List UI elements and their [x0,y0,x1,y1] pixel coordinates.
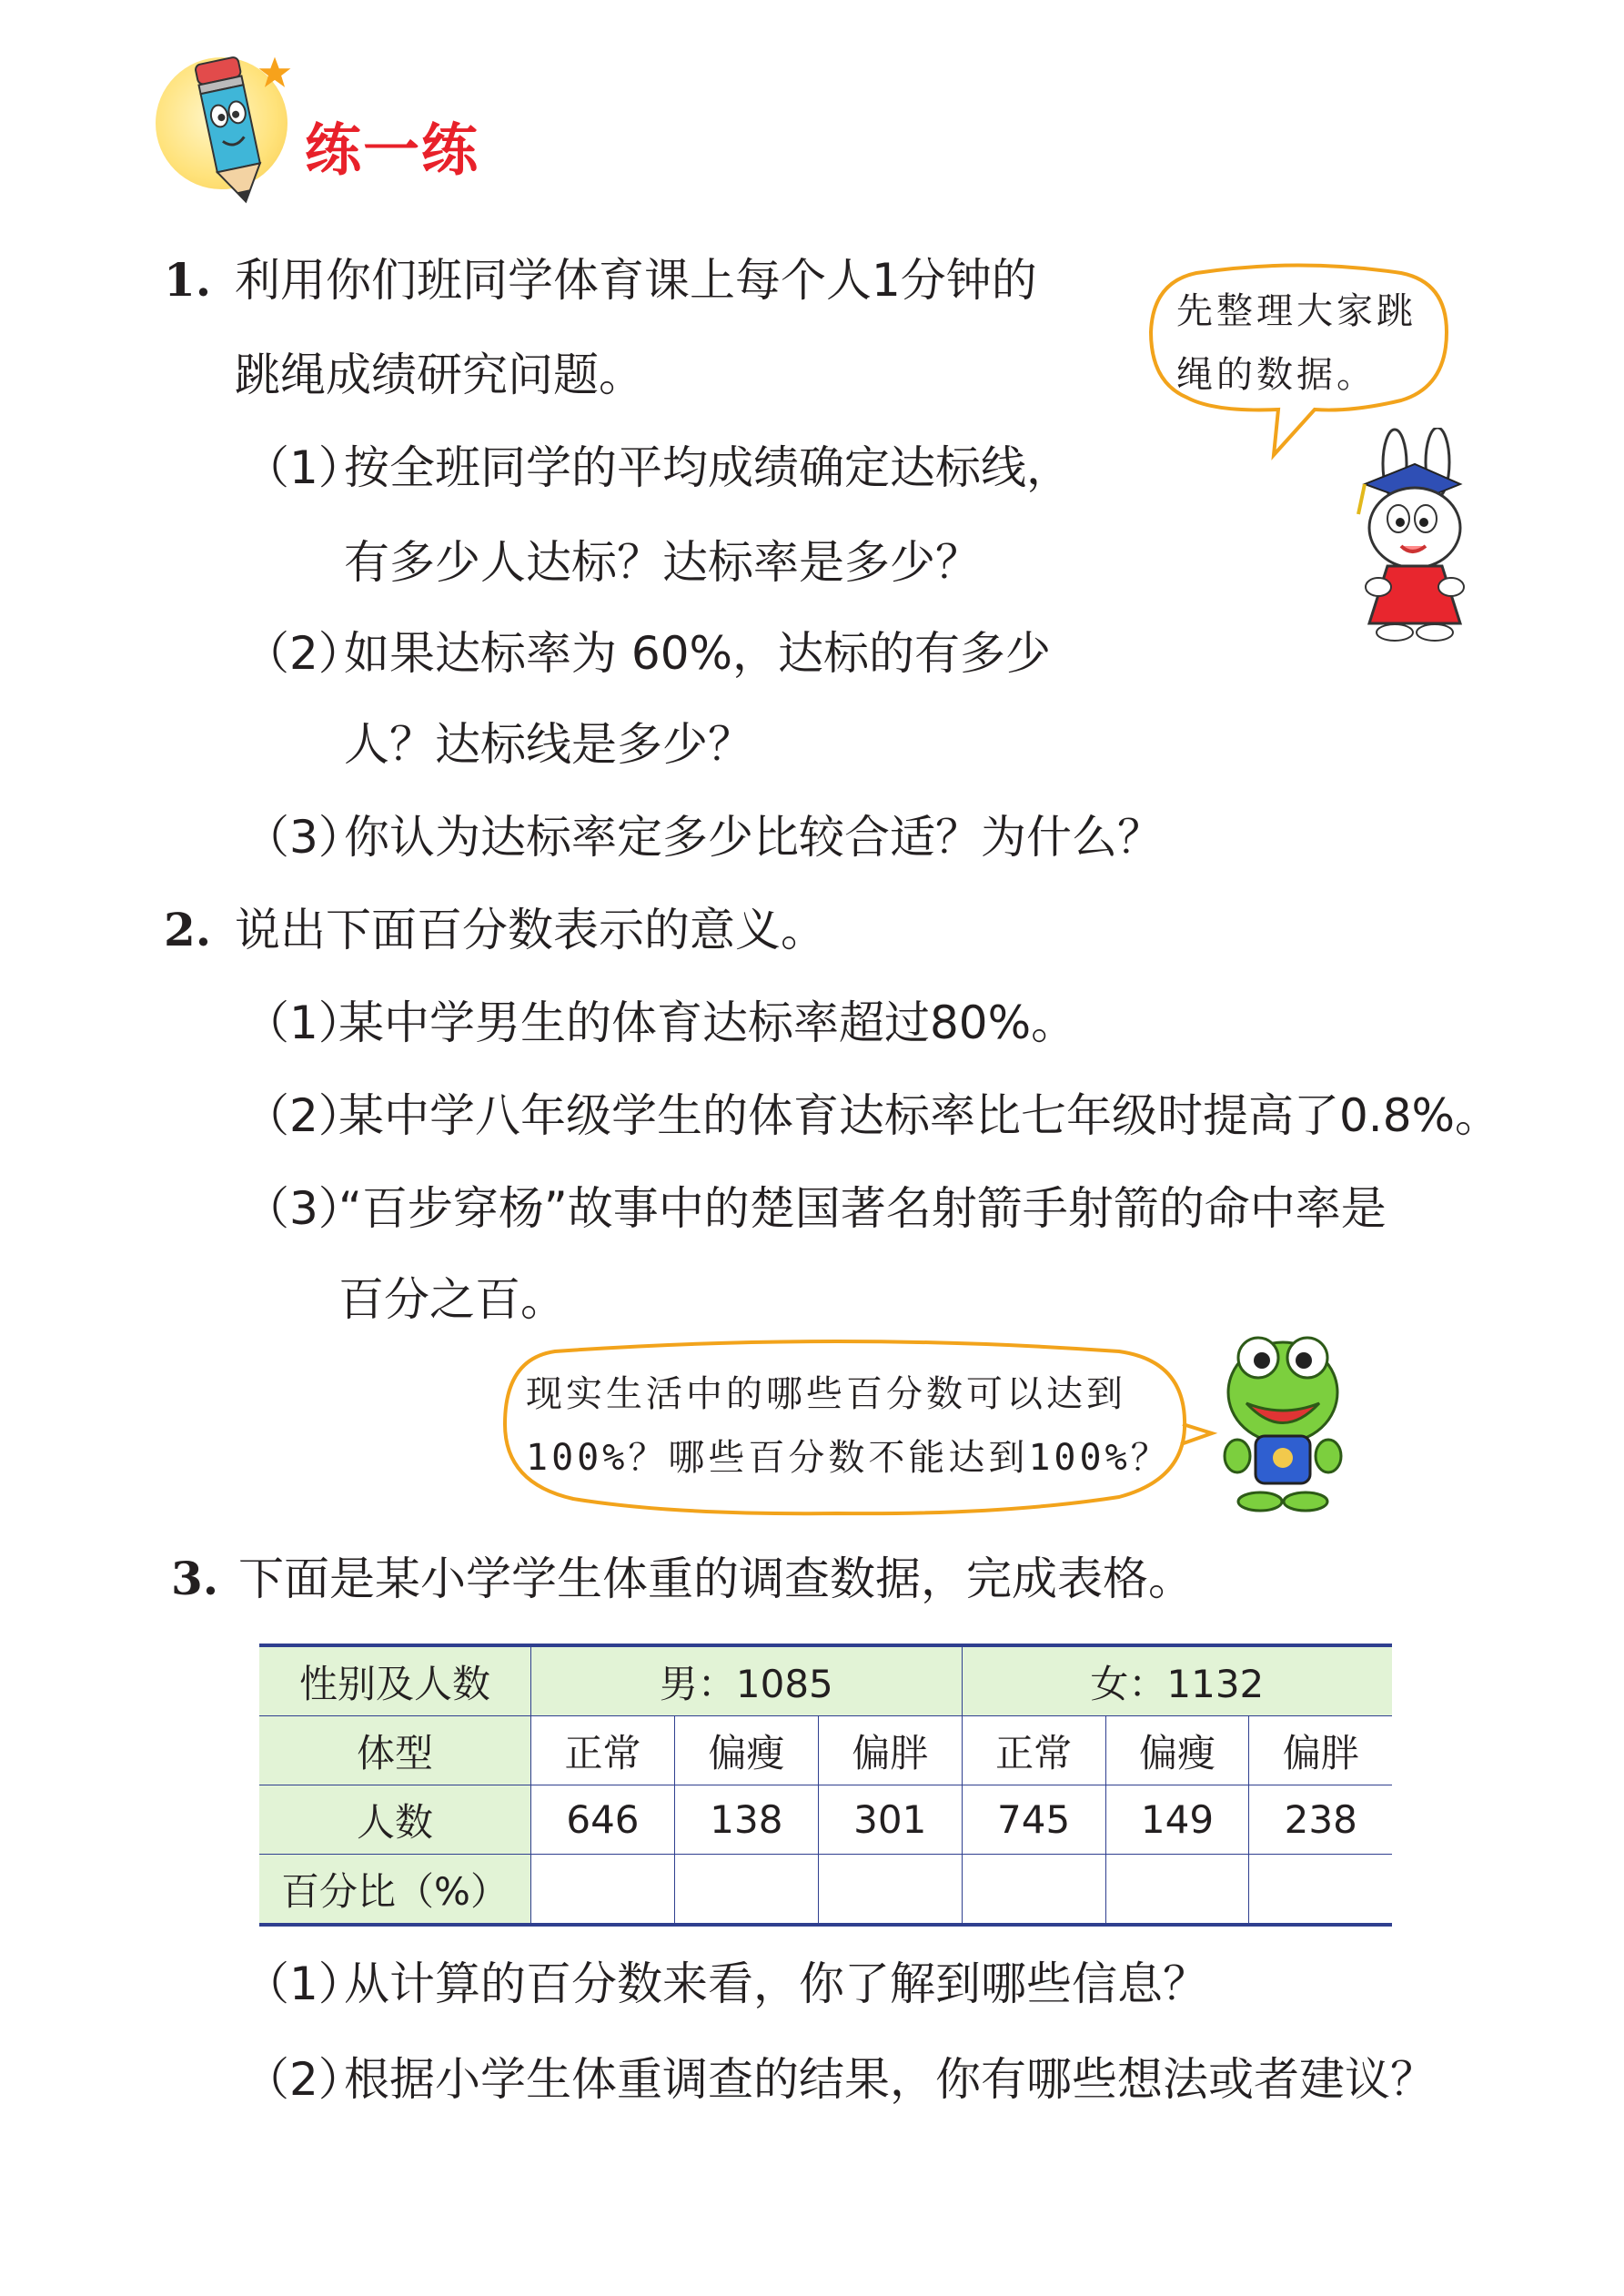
type-cell: 偏胖 [1249,1716,1392,1785]
count-cell: 301 [818,1785,962,1855]
bubble-1-line-2: 绳的数据。 [1176,354,1377,396]
question-3-number: 3. [171,1552,219,1605]
type-cell: 偏瘦 [674,1716,818,1785]
q3-sub-2-line-1: 根据小学生体重调查的结果，你有哪些想法或者建议？ [344,2053,1436,2106]
question-1-line-2: 跳绳成绩研究问题。 [235,349,644,401]
question-1-line-1: 利用你们班同学体育课上每个人1分钟的 [235,254,1037,307]
percent-input-cell[interactable] [531,1855,675,1926]
table-row [259,1855,1392,1926]
percent-input-cell[interactable] [1249,1855,1392,1926]
star-icon [257,56,292,90]
q3-sub-2-label: （2） [244,2053,364,2106]
frog-mascot-icon [1215,1320,1351,1515]
type-cell: 正常 [962,1716,1105,1785]
type-cell: 偏胖 [818,1716,962,1785]
page-title: 练一练 [305,116,480,183]
count-cell: 138 [674,1785,818,1855]
row-header-type: 体型 [259,1716,531,1785]
row-header-gender: 性别及人数 [259,1645,531,1716]
rabbit-mascot-icon [1324,428,1506,646]
section-header [150,50,480,209]
table-row [259,1785,1392,1855]
question-3-text: 下面是某小学学生体重的调查数据，完成表格。 [238,1553,1194,1605]
count-cell: 745 [962,1785,1105,1855]
bubble-1-line-1: 先整理大家跳 [1176,290,1417,332]
q2-sub-2-label: （2） [244,1089,364,1142]
q1-sub-1-line-2: 有多少人达标？达标率是多少？ [344,536,981,589]
row-header-percent: 百分比（%） [259,1855,531,1926]
count-cell: 238 [1249,1785,1392,1855]
q2-sub-3-line-1: “百步穿杨”故事中的楚国著名射箭手射箭的命中率是 [338,1182,1387,1235]
count-cell: 149 [1105,1785,1249,1855]
q2-sub-2-line-1: 某中学八年级学生的体育达标率比七年级时提高了0.8%。 [338,1089,1501,1142]
female-total: 女：1132 [962,1645,1392,1716]
q1-sub-2-line-2: 人？达标线是多少？ [344,718,753,771]
table-row [259,1716,1392,1785]
q2-sub-1-label: （1） [244,996,364,1049]
q3-sub-1-line-1: 从计算的百分数来看，你了解到哪些信息？ [344,1957,1208,2010]
question-2-number: 2. [164,903,212,956]
type-cell: 偏瘦 [1105,1716,1249,1785]
bubble-2-line-2: 100%？哪些百分数不能达到100%？ [526,1437,1171,1479]
percent-input-cell[interactable] [962,1855,1105,1926]
table-row [259,1645,1392,1716]
weight-survey-table [259,1644,1392,1927]
q1-sub-1-line-1: 按全班同学的平均成绩确定达标线， [344,441,1072,494]
type-cell: 正常 [531,1716,675,1785]
bubble-2-line-1: 现实生活中的哪些百分数可以达到 [526,1373,1126,1415]
q1-sub-1-label: （1） [244,441,364,494]
q3-sub-1-label: （1） [244,1957,364,2010]
q1-sub-2-label: （2） [244,627,364,680]
q1-sub-3-label: （3） [244,811,364,864]
q1-sub-2-line-1: 如果达标率为 60%，达标的有多少 [344,627,1052,680]
male-total: 男：1085 [531,1645,963,1716]
q2-sub-3-line-2: 百分之百。 [338,1273,566,1326]
question-1-number: 1. [164,253,212,307]
q2-sub-1-line-1: 某中学男生的体育达标率超过80%。 [338,996,1077,1049]
percent-input-cell[interactable] [1105,1855,1249,1926]
row-header-count: 人数 [259,1785,531,1855]
q1-sub-3-line-1: 你认为达标率定多少比较合适？为什么？ [344,811,1163,864]
q2-sub-3-label: （3） [244,1182,364,1235]
percent-input-cell[interactable] [818,1855,962,1926]
percent-input-cell[interactable] [674,1855,818,1926]
count-cell: 646 [531,1785,675,1855]
question-2-text: 说出下面百分数表示的意义。 [235,904,826,956]
